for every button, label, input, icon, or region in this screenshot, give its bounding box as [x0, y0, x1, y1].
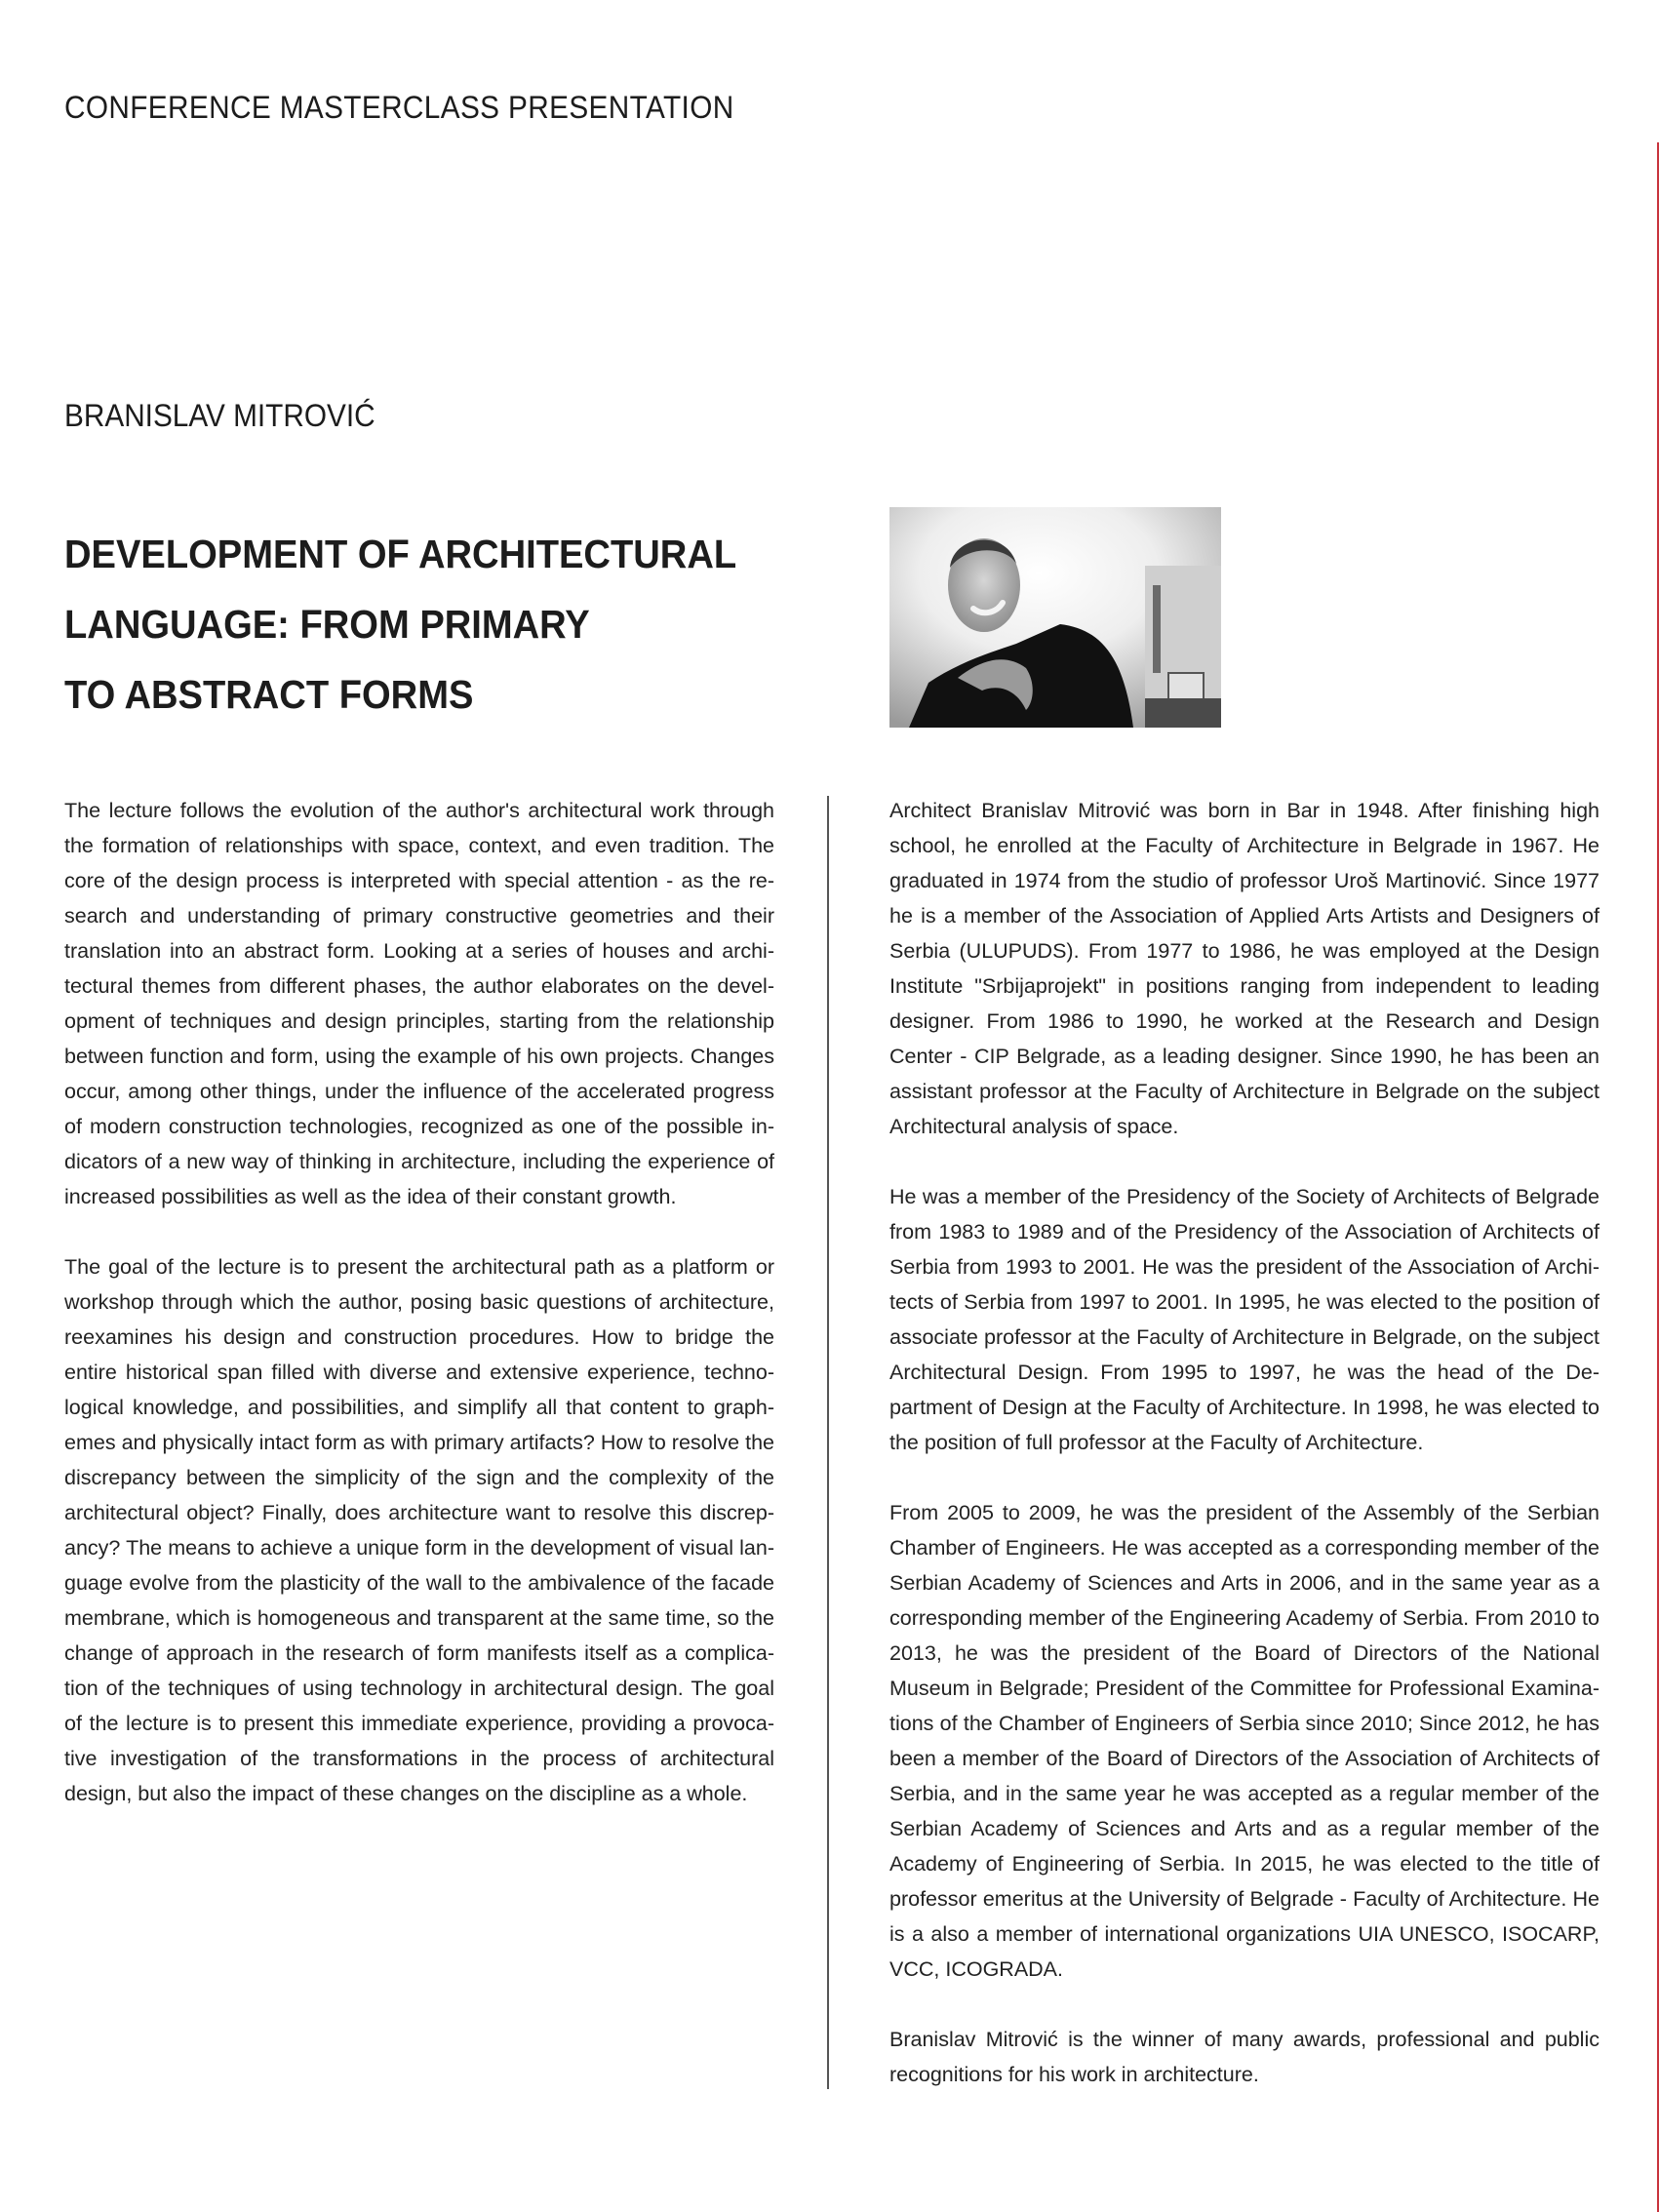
author-portrait	[889, 507, 1221, 728]
lecture-title	[64, 519, 809, 730]
abstract-paragraph: The goal of the lecture is to present the architectural path as a platform or workshop through which the author, posing basic questions of architecture, reexamines his design and construction procedures. How to bridge the entire historical span filled with diverse and extensive experience, technological knowledge, and possibilities, and simplify all that content to graphemes and physically intact form as with primary artifacts? How to resolve the discrepancy between the simplicity of the sign and the complexity of the architectural object? Finally, does architecture want to resolve this discrepancy? The means to achieve a unique form in the development of visual language evolve from the plasticity of the wall to the ambivalence of the facade membrane, which is homogeneous and transparent at the same time, so the change of approach in the research of form manifests itself as a complication of the techniques of using technology in architectural design. The goal of the lecture is to present this immediate experience, providing a provocative investigation of the transformations in the process of architectural design, but also the impact of these changes on the discipline as a whole.	[64, 1255, 774, 1805]
abstract-column	[64, 793, 774, 1811]
lecture-title-line: LANGUAGE: FROM PRIMARY	[64, 602, 590, 647]
biography-paragraph: From 2005 to 2009, he was the president of the Assembly of the Serbian Chamber of Engineers. He was accepted as a corresponding member of the Serbian Academy of Sciences and Arts in 2006, and in the same year as a corresponding member of the Engineering Academy of Serbia. From 2010 to 2013, he was the president of the Board of Directors of the National Museum in Belgrade; President of the Committee for Professional Examinations of the Chamber of Engineers of Serbia since 2010; Since 2012, he has been a member of the Board of Directors of the Association of Architects of Serbia, and in the same year he was accepted as a regular member of the Serbian Academy of Sciences and Arts and as a regular member of the Academy of Engineering of Serbia. In 2015, he was elected to the title of professor emeritus at the University of Belgrade - Faculty of Architecture. He is a also a member of international organizations UIA UNESCO, ISOCARP, VCC, ICOGRADA.	[889, 1501, 1600, 1981]
portrait-photo-icon	[889, 507, 1221, 728]
author-name: BRANISLAV MITROVIĆ	[64, 398, 375, 433]
section-eyebrow: CONFERENCE MASTERCLASS PRESENTATION	[64, 90, 734, 125]
biography-paragraph: He was a member of the Presidency of the Society of Architects of Belgrade from 1983 to 1989 and of the Presidency of the Association of Architects of Serbia from 1993 to 2001. He was the president of the Association of Architects of Serbia from 1997 to 2001. In 1995, he was elected to the position of associate professor at the Faculty of Architecture in Belgrade, on the subject Architectural Design. From 1995 to 1997, he was the head of the Department of Design at the Faculty of Architecture. In 1998, he was elected to the position of full professor at the Faculty of Architecture.	[889, 1185, 1600, 1454]
biography-paragraph: Architect Branislav Mitrović was born in Bar in 1948. After finishing high school, he enrolled at the Faculty of Architecture in Belgrade in 1967. He graduated in 1974 from the studio of professor Uroš Martinović. Since 1977 he is a member of the Association of Applied Arts Artists and Designers of Serbia (ULUPUDS). From 1977 to 1986, he was employed at the Design Institute "Srbijaprojekt" in positions ranging from independent to leading designer. From 1986 to 1990, he worked at the Research and Design Center - CIP Belgrade, as a leading designer. Since 1990, he has been an assistant professor at the Faculty of Architecture in Belgrade on the subject Architectural analysis of space.	[889, 799, 1600, 1138]
column-divider	[827, 796, 829, 2089]
lecture-title-line: TO ABSTRACT FORMS	[64, 672, 474, 717]
biography-column	[889, 793, 1600, 2092]
abstract-paragraph: The lecture follows the evolution of the author's architectural work through the formation of relationships with space, context, and even tradition. The core of the design process is interpreted with special attention - as the research and understanding of primary constructive geometries and their translation into an abstract form. Looking at a series of houses and architectural themes from different phases, the author elaborates on the development of techniques and design principles, starting from the relationship between function and form, using the example of his own projects. Changes occur, among other things, under the influence of the accelerated progress of modern construction technologies, recognized as one of the possible indicators of a new way of thinking in architecture, including the experience of increased possibilities as well as the idea of their constant growth.	[64, 799, 774, 1208]
lecture-title-line: DEVELOPMENT OF ARCHITECTURAL	[64, 532, 737, 576]
biography-paragraph: Branislav Mitrović is the winner of many awards, professional and public recognitions for his work in architecture.	[889, 2028, 1600, 2086]
